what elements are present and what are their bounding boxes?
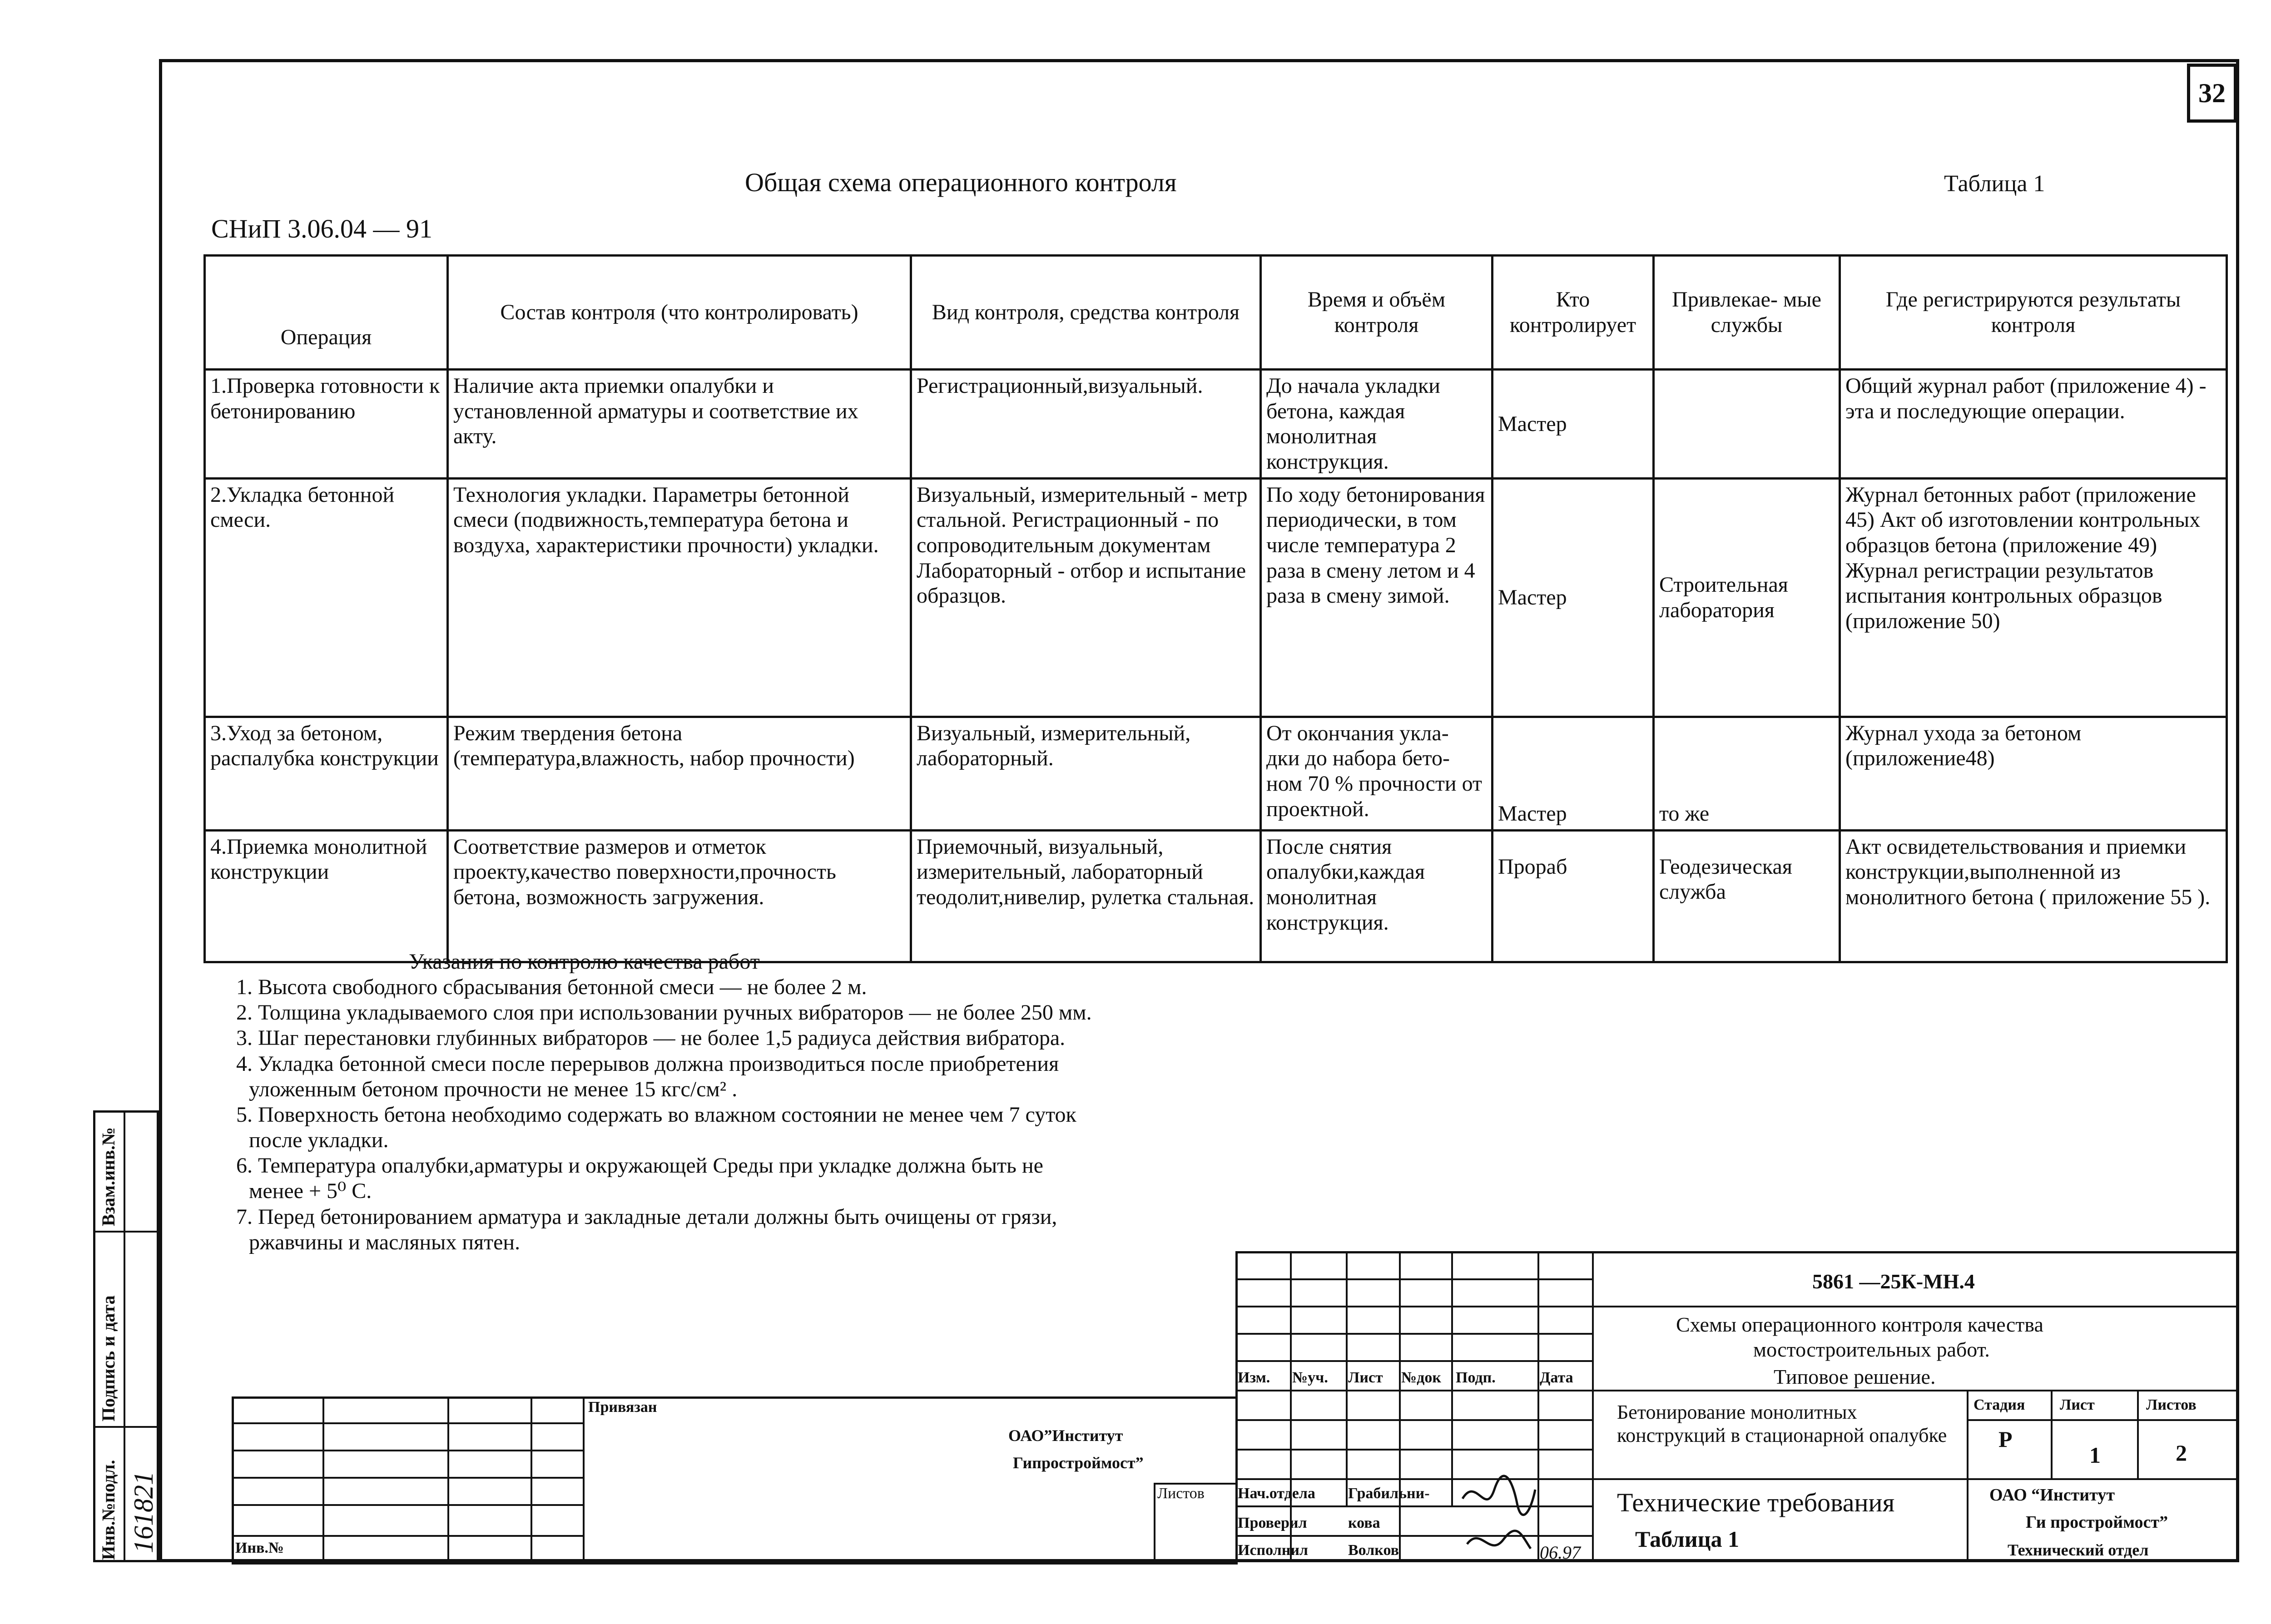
note-item: 3. Шаг перестановки глубинных вибраторов — не более 1,5 радиуса действия вибратора. — [236, 1026, 1066, 1050]
col-nuch: №уч. — [1292, 1369, 1328, 1386]
name-grabilnikova-1: Грабильни- — [1348, 1485, 1430, 1502]
scheme-title-2: мостостроительных работ. — [1753, 1338, 1990, 1361]
col-podp: Подп. — [1456, 1369, 1496, 1386]
header-operation: Операция — [205, 256, 448, 370]
name-volkov: Волков — [1348, 1542, 1399, 1559]
col-data: Дата — [1540, 1369, 1573, 1386]
cell-services: Строительная лаборатория — [1654, 478, 1840, 717]
signature-icon — [1458, 1471, 1540, 1562]
cell-where: Журнал бетонных работ (приложение 45) Акт об изготовлении контрольных образцов бетона (приложение 49) Журнал регистрации результатов испытания контрольных образцов (приложение 50) — [1840, 478, 2227, 717]
cell-where: Акт освидетельствования и приемки конструкции,выполненной из монолитного бетона ( приложение 55 ). — [1840, 830, 2227, 962]
side-inv-label: Инв.№подл. — [98, 1460, 119, 1560]
role-ispolnil: Исполнил — [1238, 1542, 1309, 1559]
col-izm: Изм. — [1238, 1369, 1270, 1386]
cell-what: Наличие акта приемки опалубки и установленной арматуры и соответствие их акту. — [448, 370, 911, 479]
notes-title: Указания по контролю качества работ — [409, 950, 760, 974]
cell-where: Журнал ухода за бетоном (приложение48) — [1840, 717, 2227, 830]
cell-services — [1654, 370, 1840, 479]
cell-kind: Регистрационный,визуальный. — [911, 370, 1261, 479]
standard-reference: СНиП 3.06.04 — 91 — [211, 214, 432, 243]
role-proveril: Проверил — [1238, 1515, 1307, 1531]
cell-who: Мастер — [1493, 478, 1654, 717]
tech-requirements: Технические требования — [1617, 1488, 1895, 1517]
listov-label: Листов — [2146, 1396, 2197, 1413]
col-ndok: №док — [1401, 1369, 1441, 1386]
role-nach-otdela: Нач.отдела — [1238, 1485, 1315, 1502]
stadiya-label: Стадия — [1973, 1396, 2025, 1413]
cell-who: Мастер — [1493, 370, 1654, 479]
cell-time: По ходу бетонирования периодически, в том числе температура 2 раза в смену летом и 4 раза в смену зимой. — [1261, 478, 1493, 717]
header-services: Привлекае- мые службы — [1654, 256, 1840, 370]
binding-stamp — [232, 1396, 1238, 1565]
name-grabilnikova-2: кова — [1348, 1515, 1380, 1531]
listov-label-left: Листов — [1157, 1485, 1205, 1502]
page-title: Общая схема операционного контроля — [745, 168, 1177, 197]
cell-who: Мастер — [1493, 717, 1654, 830]
control-table — [203, 254, 2228, 963]
cell-what: Режим твердения бетона (температура,влажность, набор прочности) — [448, 717, 911, 830]
side-vzam-label: Взам.инв.№ — [98, 1127, 119, 1226]
quality-notes — [236, 949, 1099, 1255]
stadiya-value: Р — [1998, 1426, 2013, 1452]
privyazan-label: Привязан — [588, 1399, 657, 1416]
note-item: 1. Высота свободного сбрасывания бетонной смеси — не более 2 м. — [236, 975, 867, 1000]
col-list: Лист — [1348, 1369, 1383, 1386]
cell-operation: 2.Укладка бетонной смеси. — [205, 478, 448, 717]
header-time: Время и объём контроля — [1261, 256, 1493, 370]
cell-services: Геодезическая служба — [1654, 830, 1840, 962]
org-label-a: ОАО”Институт — [1008, 1426, 1123, 1445]
cell-where: Общий журнал работ (приложение 4) - эта и последующие операции. — [1840, 370, 2227, 479]
header-kind: Вид контроля, средства контроля — [911, 256, 1261, 370]
note-item: 4. Укладка бетонной смеси после перерывов должна производиться после приобретения уложенным бетоном прочности не менее 15 кгс/см² . — [236, 1051, 1059, 1101]
cell-what: Технология укладки. Параметры бетонной смеси (подвижность,температура бетона и воздуха, характеристики прочности) укладки. — [448, 478, 911, 717]
list-value: 1 — [2089, 1442, 2101, 1468]
header-who: Кто контролирует — [1493, 256, 1654, 370]
cell-time: До начала укладки бетона, каждая монолитная конструкция. — [1261, 370, 1493, 479]
doc-title: Бетонирование монолитных конструкций в стационарной опалубке — [1617, 1401, 1947, 1446]
sheet-number: 32 — [2187, 64, 2237, 123]
table-ref: Таблица 1 — [1635, 1526, 1740, 1552]
scheme-title-1: Схемы операционного контроля качества — [1676, 1313, 2043, 1336]
table-header-row — [205, 256, 2227, 370]
header-where: Где регистрируются результаты контроля — [1840, 256, 2227, 370]
cell-time: После снятия опалубки,каждая монолитная конструкция. — [1261, 830, 1493, 962]
cell-what: Соответствие размеров и отметок проекту,качество поверхности,прочность бетона, возможность загружения. — [448, 830, 911, 962]
table-row — [205, 717, 2227, 830]
org-line-1: ОАО “Институт — [1989, 1485, 2115, 1505]
note-item: 5. Поверхность бетона необходимо содержать во влажном состоянии не менее чем 7 суток после укладки. — [236, 1102, 1076, 1153]
doc-code: 5861 —25К-МН.4 — [1812, 1270, 1975, 1293]
cell-services: то же — [1654, 717, 1840, 830]
cell-kind: Визуальный, измерительный - метр стальной. Регистрационный - по сопроводительным документам Лабораторный - отбор и испытание образцов. — [911, 478, 1261, 717]
table-row — [205, 370, 2227, 479]
table-row — [205, 830, 2227, 962]
side-podpis-label: Подпись и дата — [98, 1295, 119, 1421]
note-item: 2. Толщина укладываемого слоя при использовании ручных вибраторов — не более 250 мм. — [236, 1000, 1092, 1025]
cell-operation: 1.Проверка готовности к бетонированию — [205, 370, 448, 479]
table-row — [205, 478, 2227, 717]
list-label: Лист — [2060, 1396, 2095, 1413]
cell-kind: Приемочный, визуальный, измерительный, лабораторный теодолит,нивелир, рулетка стальная. — [911, 830, 1261, 962]
cell-time: От окончания укла- дки до набора бето- ном 70 % прочности от проектной. — [1261, 717, 1493, 830]
org-line-2: Ги простроймост” — [2026, 1513, 2168, 1532]
cell-operation: 3.Уход за бетоном, распалубка конструкции — [205, 717, 448, 830]
side-inv-number: 161821 — [129, 1471, 159, 1553]
note-item: 7. Перед бетонированием арматура и закладные детали должны быть очищены от грязи, ржавчины и масляных пятен. — [236, 1204, 1057, 1254]
signature-date: 06.97 — [1540, 1542, 1581, 1563]
cell-operation: 4.Приемка монолитной конструкции — [205, 830, 448, 962]
inv-label: Инв.№ — [235, 1540, 284, 1556]
cell-who: Прораб — [1493, 830, 1654, 962]
org-label-b: Гипростроймост” — [1013, 1454, 1144, 1472]
table-label: Таблица 1 — [1944, 171, 2045, 197]
header-what: Состав контроля (что контролировать) — [448, 256, 911, 370]
scheme-title-3: Типовое решение. — [1774, 1365, 1936, 1388]
listov-value: 2 — [2176, 1440, 2187, 1466]
org-line-3: Технический отдел — [2008, 1541, 2149, 1559]
note-item: 6. Температура опалубки,арматуры и окружающей Среды при укладке должна быть не менее + 5⁰ С. — [236, 1154, 1043, 1203]
cell-kind: Визуальный, измерительный, лабораторный. — [911, 717, 1261, 830]
